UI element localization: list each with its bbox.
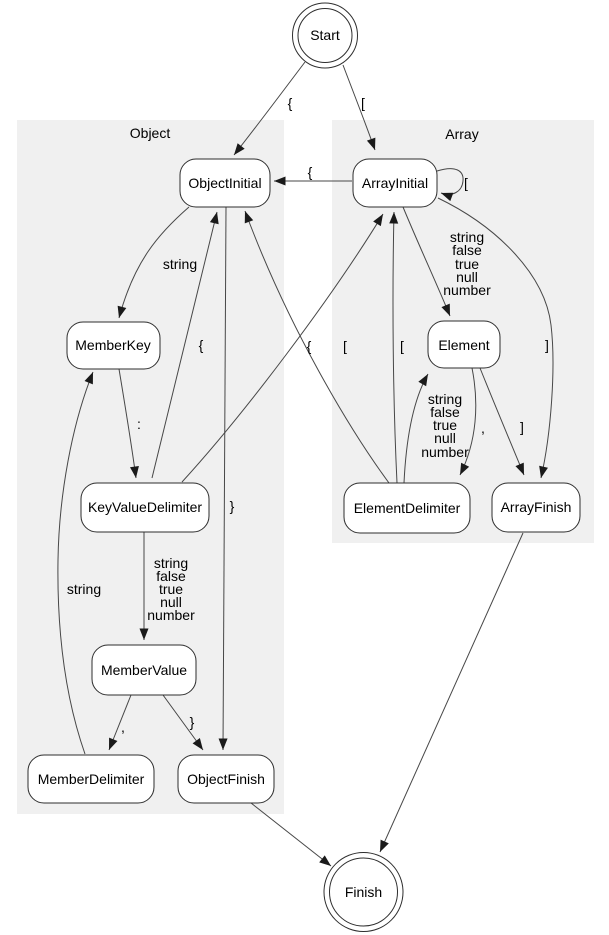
edge-label: null xyxy=(456,269,478,285)
edge-label: string xyxy=(449,229,485,245)
state-keyvaluedelimiter xyxy=(81,483,209,532)
edge-label: [ xyxy=(361,95,365,111)
edge-label: number xyxy=(421,444,469,460)
state-arrayfinish xyxy=(492,483,580,532)
state-label: ArrayInitial xyxy=(361,175,429,191)
edge-label: [ xyxy=(343,338,347,354)
edge-label: , xyxy=(121,719,125,735)
edge-label: [ xyxy=(400,338,404,354)
edge-label: false xyxy=(452,242,482,258)
state-finish xyxy=(324,853,403,932)
edge-label: , xyxy=(481,420,485,436)
edge-label: true xyxy=(454,256,480,272)
edge-label: string xyxy=(427,391,463,407)
cluster-object-background xyxy=(17,120,284,814)
state-label: Element xyxy=(438,337,490,353)
edge-label: { xyxy=(306,338,312,354)
edge-label: { xyxy=(307,164,313,180)
edge-label: null xyxy=(434,430,456,446)
edge-label: ] xyxy=(545,337,549,353)
edge-label: number xyxy=(443,282,491,298)
state-memberkey xyxy=(67,322,160,369)
edge-objectfinish-to-finish xyxy=(251,803,331,866)
edge-label: } xyxy=(189,714,195,730)
edge-label: number xyxy=(147,607,195,623)
state-label: ElementDelimiter xyxy=(353,500,461,516)
state-label: ObjectFinish xyxy=(187,771,265,787)
state-label: Start xyxy=(310,27,340,43)
edge-label: [ xyxy=(464,175,468,191)
state-start xyxy=(293,3,358,68)
state-label: ArrayFinish xyxy=(500,499,572,515)
state-label: MemberKey xyxy=(75,337,151,353)
edge-label: false xyxy=(430,404,460,420)
state-label: ObjectInitial xyxy=(188,175,262,191)
edge-label: false xyxy=(156,568,186,584)
edge-label: { xyxy=(287,95,293,111)
edge-label: : xyxy=(137,416,141,432)
state-label: MemberDelimiter xyxy=(37,771,145,787)
state-element xyxy=(428,321,500,368)
state-memberdelimiter xyxy=(28,755,154,803)
state-membervalue xyxy=(92,645,196,695)
state-elementdelimiter xyxy=(344,483,470,533)
cluster-object-label: Object xyxy=(129,125,171,141)
edge-label: } xyxy=(229,498,235,514)
edge-label: ] xyxy=(520,419,524,435)
edge-label: { xyxy=(198,337,204,353)
state-label: KeyValueDelimiter xyxy=(87,499,203,515)
state-label: Finish xyxy=(344,884,383,900)
state-label: MemberValue xyxy=(100,662,188,678)
edge-label: null xyxy=(160,594,182,610)
state-arrayinitial xyxy=(353,159,437,207)
edge-arrayfinish-to-finish xyxy=(380,533,523,852)
state-objectfinish xyxy=(178,755,274,803)
edge-label: true xyxy=(158,581,184,597)
edge-label: string xyxy=(66,581,102,597)
edge-label: string xyxy=(153,555,189,571)
state-objectinitial xyxy=(180,159,270,207)
edge-label: true xyxy=(432,417,458,433)
edge-label: string xyxy=(162,256,198,272)
cluster-object xyxy=(17,120,284,814)
cluster-array-label: Array xyxy=(445,126,479,142)
